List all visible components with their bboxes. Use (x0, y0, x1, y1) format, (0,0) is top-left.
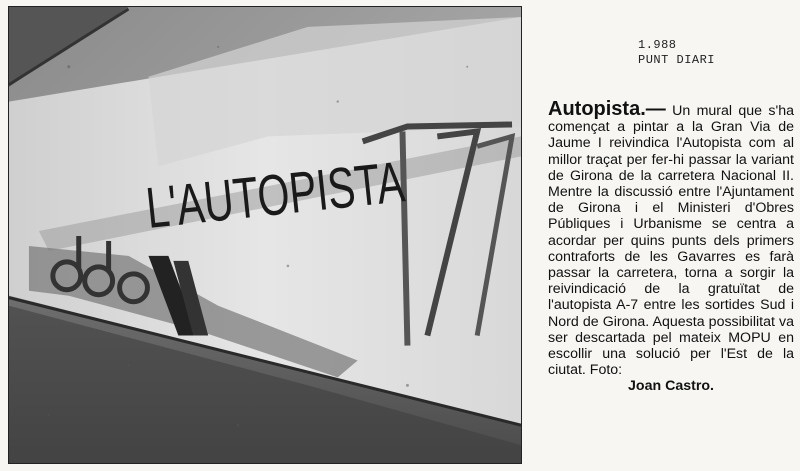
caption-article (548, 100, 794, 395)
stamp-newspaper: PUNT DIARI (638, 53, 716, 67)
headline: Autopista.— (548, 98, 666, 120)
article-body: Un mural que s'ha començat a pintar a la Gran Via de Jaume I reivindica l'Autopista com al millor traçat per fer-hi passar la variant de Girona de la carretera Nacional II. Mentre la discussió entre l'Ajuntament de Girona i el Ministeri d'Obres Públiques i Urbanisme se centra a acordar per quins punts dels primers contraforts de les Gavarres es farà passar la carretera, torna a sorgir la reivindicació de la gratuïtat de l'autopista A-7 entre les sortides Sud i Nord de Girona. Aquesta possibilitat va ser descartada pel mateix MOPU en escollir una solució per l'Est de la ciutat. Foto: (548, 103, 794, 379)
photo-credit: Joan Castro (628, 378, 711, 395)
clipping-stamp (638, 38, 715, 68)
photo-credit-end: . (710, 378, 714, 395)
mural-photo (8, 6, 522, 464)
mural-photo-graphic (9, 7, 521, 463)
stamp-year: 1.988 (638, 38, 677, 52)
mural-text: L'AUTOPISTA (143, 139, 514, 241)
photo-credit-line (548, 378, 794, 394)
